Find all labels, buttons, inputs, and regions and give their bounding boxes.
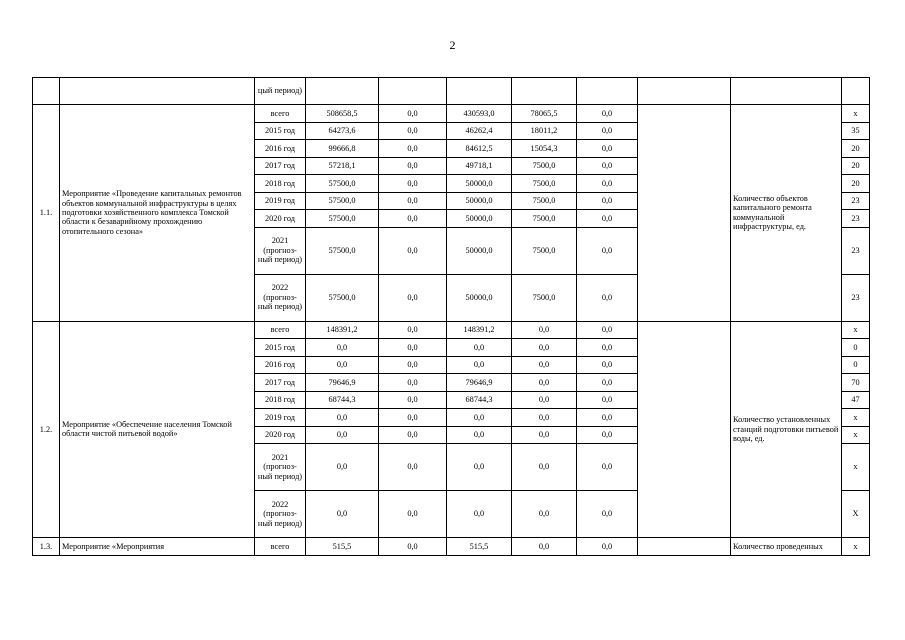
- value-cell: 7500,0: [512, 274, 577, 321]
- value-cell: 0,0: [447, 356, 512, 374]
- value-cell: 99666,8: [306, 140, 379, 158]
- indicator-value: х: [842, 409, 870, 427]
- period-cell: 2016 год: [255, 356, 306, 374]
- value-cell: 0,0: [379, 339, 447, 357]
- indicator-value: х: [842, 321, 870, 339]
- value-cell: 0,0: [447, 491, 512, 538]
- value-cell: 0,0: [577, 175, 638, 193]
- value-cell: 0,0: [577, 321, 638, 339]
- indicator-value: х: [842, 444, 870, 491]
- header-period-cell: цый период): [255, 78, 306, 105]
- value-cell: 148391,2: [306, 321, 379, 339]
- value-cell: 0,0: [379, 227, 447, 274]
- indicator-value: х: [842, 105, 870, 123]
- item-number: 1.3.: [33, 538, 60, 556]
- value-cell: 7500,0: [512, 227, 577, 274]
- value-cell: 0,0: [379, 409, 447, 427]
- value-cell: 0,0: [512, 538, 577, 556]
- value-cell: 0,0: [577, 274, 638, 321]
- indicator-value: 23: [842, 274, 870, 321]
- period-cell: 2020 год: [255, 210, 306, 228]
- value-cell: 0,0: [512, 444, 577, 491]
- value-cell: 7500,0: [512, 175, 577, 193]
- value-cell: 0,0: [306, 356, 379, 374]
- indicator-name: Количество проведенных: [731, 538, 842, 556]
- period-cell: 2019 год: [255, 192, 306, 210]
- indicator-value: 23: [842, 210, 870, 228]
- indicator-value: х: [842, 538, 870, 556]
- period-cell: всего: [255, 105, 306, 123]
- value-cell: 57500,0: [306, 274, 379, 321]
- value-cell: 0,0: [512, 321, 577, 339]
- value-cell: 79646,9: [306, 374, 379, 392]
- value-cell: 0,0: [512, 491, 577, 538]
- item-title: Мероприятие «Мероприятия: [60, 538, 255, 556]
- value-cell: 57500,0: [306, 175, 379, 193]
- value-cell: 0,0: [512, 374, 577, 392]
- value-cell: 7500,0: [512, 192, 577, 210]
- indicator-value: 20: [842, 157, 870, 175]
- value-cell: 0,0: [577, 426, 638, 444]
- indicator-value: х: [842, 426, 870, 444]
- value-cell: 0,0: [512, 409, 577, 427]
- empty-cell: [638, 321, 731, 538]
- value-cell: 0,0: [379, 122, 447, 140]
- indicator-value: 35: [842, 122, 870, 140]
- page-number: 2: [449, 38, 456, 52]
- value-cell: 0,0: [577, 210, 638, 228]
- value-cell: 0,0: [379, 192, 447, 210]
- value-cell: 515,5: [447, 538, 512, 556]
- indicator-value: 47: [842, 391, 870, 409]
- period-cell: всего: [255, 538, 306, 556]
- period-cell: 2022 (прогноз-ный период): [255, 274, 306, 321]
- item-title: Мероприятие «Обеспечение населения Томской области чистой питьевой водой»: [60, 321, 255, 538]
- value-cell: 0,0: [379, 444, 447, 491]
- continued-header-row: [33, 78, 870, 105]
- value-cell: 57500,0: [306, 227, 379, 274]
- value-cell: 0,0: [512, 391, 577, 409]
- value-cell: 0,0: [577, 122, 638, 140]
- value-cell: 0,0: [577, 227, 638, 274]
- period-cell: 2017 год: [255, 157, 306, 175]
- indicator-name: Количество объектов капитального ремонта коммунальной инфраструктуры, ед.: [731, 105, 842, 322]
- value-cell: 0,0: [512, 426, 577, 444]
- indicator-value: 70: [842, 374, 870, 392]
- value-cell: 515,5: [306, 538, 379, 556]
- period-cell: 2016 год: [255, 140, 306, 158]
- value-cell: 50000,0: [447, 227, 512, 274]
- value-cell: 0,0: [577, 374, 638, 392]
- value-cell: 0,0: [379, 140, 447, 158]
- value-cell: 50000,0: [447, 175, 512, 193]
- value-cell: 0,0: [577, 157, 638, 175]
- value-cell: 49718,1: [447, 157, 512, 175]
- value-cell: 0,0: [577, 391, 638, 409]
- value-cell: 0,0: [306, 339, 379, 357]
- period-cell: 2021 (прогноз-ный период): [255, 444, 306, 491]
- value-cell: 0,0: [512, 339, 577, 357]
- value-cell: 0,0: [379, 374, 447, 392]
- item-number: 1.2.: [33, 321, 60, 538]
- indicator-value: 20: [842, 140, 870, 158]
- value-cell: 50000,0: [447, 192, 512, 210]
- period-cell: 2020 год: [255, 426, 306, 444]
- value-cell: 0,0: [577, 140, 638, 158]
- value-cell: 68744,3: [306, 391, 379, 409]
- value-cell: 57500,0: [306, 192, 379, 210]
- item-title: Мероприятие «Проведение капитальных ремонтов объектов коммунальной инфраструктуры в целях подготовки хозяйственного комплекса Томской области к безаварийному прохождению отопительного сезона»: [60, 105, 255, 322]
- value-cell: 0,0: [306, 491, 379, 538]
- table-row: [33, 538, 870, 556]
- program-table: [32, 77, 870, 556]
- period-cell: 2017 год: [255, 374, 306, 392]
- indicator-value: 0: [842, 339, 870, 357]
- value-cell: 430593,0: [447, 105, 512, 123]
- value-cell: 0,0: [577, 444, 638, 491]
- period-cell: 2019 год: [255, 409, 306, 427]
- value-cell: 0,0: [577, 105, 638, 123]
- value-cell: 0,0: [379, 538, 447, 556]
- value-cell: 0,0: [447, 339, 512, 357]
- table-row: [33, 321, 870, 339]
- value-cell: 0,0: [577, 192, 638, 210]
- indicator-value: 23: [842, 192, 870, 210]
- value-cell: 508658,5: [306, 105, 379, 123]
- value-cell: 0,0: [447, 409, 512, 427]
- value-cell: 64273,6: [306, 122, 379, 140]
- value-cell: 0,0: [447, 426, 512, 444]
- value-cell: 0,0: [379, 210, 447, 228]
- item-number: 1.1.: [33, 105, 60, 322]
- value-cell: 0,0: [379, 391, 447, 409]
- value-cell: 0,0: [447, 444, 512, 491]
- value-cell: 148391,2: [447, 321, 512, 339]
- value-cell: 0,0: [379, 491, 447, 538]
- value-cell: 68744,3: [447, 391, 512, 409]
- value-cell: 0,0: [379, 175, 447, 193]
- value-cell: 0,0: [512, 356, 577, 374]
- value-cell: 0,0: [577, 409, 638, 427]
- value-cell: 79646,9: [447, 374, 512, 392]
- value-cell: 0,0: [306, 426, 379, 444]
- value-cell: 18011,2: [512, 122, 577, 140]
- period-cell: 2015 год: [255, 339, 306, 357]
- value-cell: 0,0: [379, 105, 447, 123]
- value-cell: 15054,3: [512, 140, 577, 158]
- value-cell: 0,0: [306, 409, 379, 427]
- value-cell: 84612,5: [447, 140, 512, 158]
- value-cell: 50000,0: [447, 210, 512, 228]
- table-row: [33, 105, 870, 123]
- period-cell: 2018 год: [255, 175, 306, 193]
- indicator-value: 23: [842, 227, 870, 274]
- value-cell: 0,0: [379, 274, 447, 321]
- indicator-value: Х: [842, 491, 870, 538]
- period-cell: 2015 год: [255, 122, 306, 140]
- value-cell: 7500,0: [512, 210, 577, 228]
- value-cell: 0,0: [577, 339, 638, 357]
- empty-cell: [638, 538, 731, 556]
- value-cell: 0,0: [379, 321, 447, 339]
- value-cell: 0,0: [306, 444, 379, 491]
- value-cell: 0,0: [577, 356, 638, 374]
- period-cell: 2022 (прогноз-ный период): [255, 491, 306, 538]
- value-cell: 0,0: [379, 356, 447, 374]
- value-cell: 0,0: [379, 157, 447, 175]
- value-cell: 78065,5: [512, 105, 577, 123]
- period-cell: 2021 (прогноз-ный период): [255, 227, 306, 274]
- value-cell: 0,0: [379, 426, 447, 444]
- value-cell: 0,0: [577, 538, 638, 556]
- period-cell: 2018 год: [255, 391, 306, 409]
- empty-cell: [638, 105, 731, 322]
- value-cell: 7500,0: [512, 157, 577, 175]
- value-cell: 0,0: [577, 491, 638, 538]
- value-cell: 57218,1: [306, 157, 379, 175]
- indicator-value: 0: [842, 356, 870, 374]
- value-cell: 50000,0: [447, 274, 512, 321]
- indicator-name: Количество установленных станций подготовки питьевой воды, ед.: [731, 321, 842, 538]
- value-cell: 46262,4: [447, 122, 512, 140]
- indicator-value: 20: [842, 175, 870, 193]
- period-cell: всего: [255, 321, 306, 339]
- value-cell: 57500,0: [306, 210, 379, 228]
